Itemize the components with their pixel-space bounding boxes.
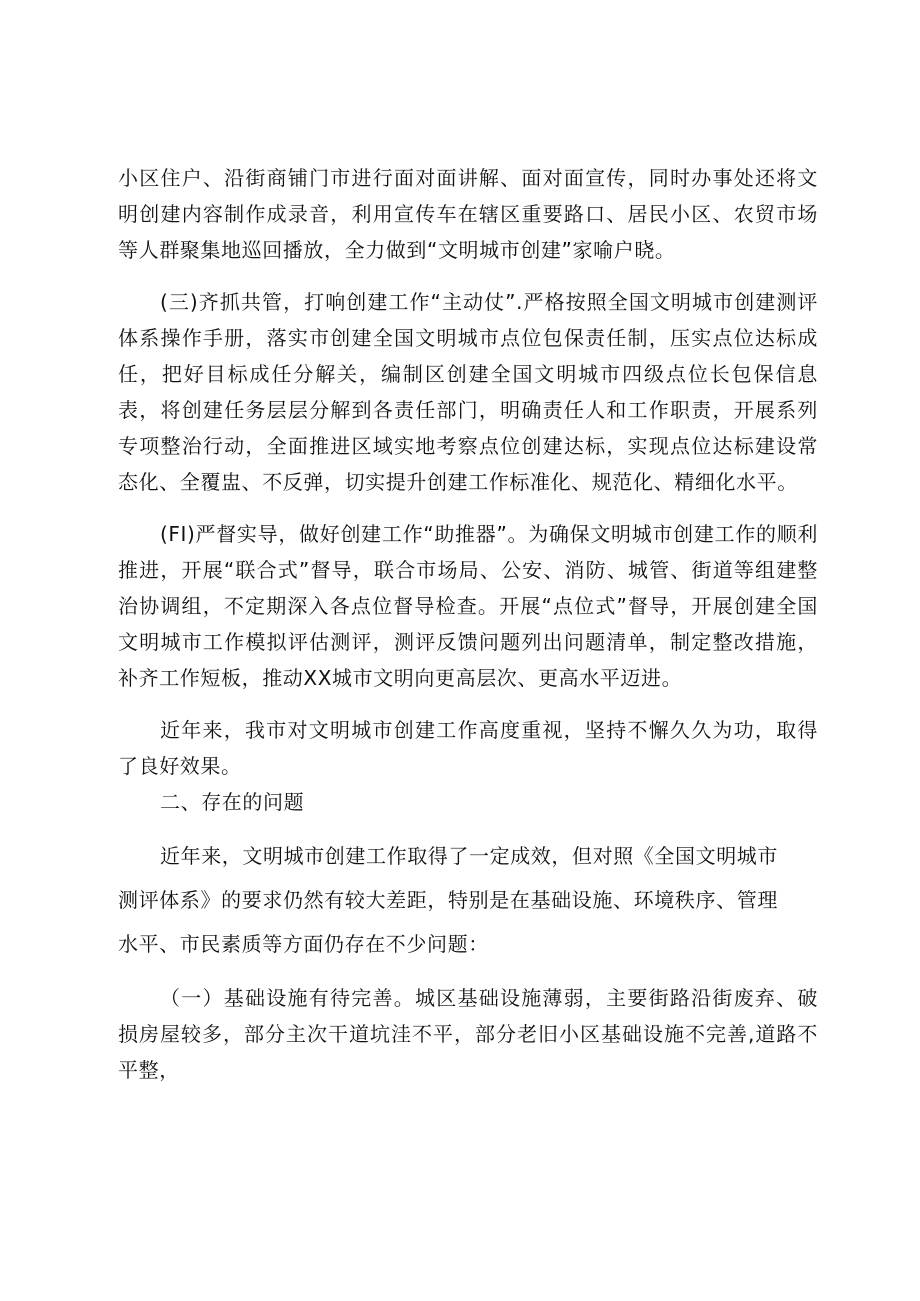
paragraph-continuation: 小区住户、沿街商铺门市进行面对面讲解、面对面宣传，同时办事处还将文明创建内容制作成录音，利用宣传车在辖区重要路口、居民小区、农贸市场等人群聚集地巡回播放，全力做到“文明城市创建”家喻户晓。 [118, 166, 818, 262]
document-body [118, 160, 818, 1088]
paragraph-problems-intro: 近年来，文明城市创建工作取得了一定成效，但对照《全国文明城市测评体系》的要求仍然有较大差距，特别是在基础设施、环境秩序、管理水平、市民素质等方面仍存在不少问题： [118, 844, 778, 956]
paragraph-section-four: (FI)严督实导，做好创建工作“助推器”。为确保文明城市创建工作的顺利推进，开展“联合式”督导，联合市场局、公安、消防、城管、街道等组建整治协调组，不定期深入各点位督导检查。开展“点位式”督导，开展创建全国文明城市工作模拟评估测评，测评反馈问题列出问题清单，制定整改措施，补齐工作短板，推动XX城市文明向更高层次、更高水平迈进。 [118, 522, 818, 690]
paragraph-summary: 近年来，我市对文明城市创建工作高度重视，坚持不懈久久为功，取得了良好效果。 [118, 718, 818, 778]
section-heading-problems: 二、存在的问题 [160, 790, 305, 814]
paragraph-infrastructure: （一）基础设施有待完善。城区基础设施薄弱，主要街路沿街废弃、破损房屋较多，部分主次干道坑洼不平，部分老旧小区基础设施不完善,道路不平整， [118, 986, 818, 1082]
paragraph-section-three: (三)齐抓共管，打响创建工作“主动仗”.严格按照全国文明城市创建测评体系操作手册，落实市创建全国文明城市点位包保责任制，压实点位达标成任，把好目标成任分解关，编制区创建全国文明城市四级点位长包保信息表，将创建任务层层分解到各责任部门，明确责任人和工作职责，开展系列专项整治行动，全面推进区域实地考察点位创建达标，实现点位达标建设常态化、全覆盅、不反弹，切实提升创建工作标准化、规范化、精细化水平。 [118, 290, 818, 494]
